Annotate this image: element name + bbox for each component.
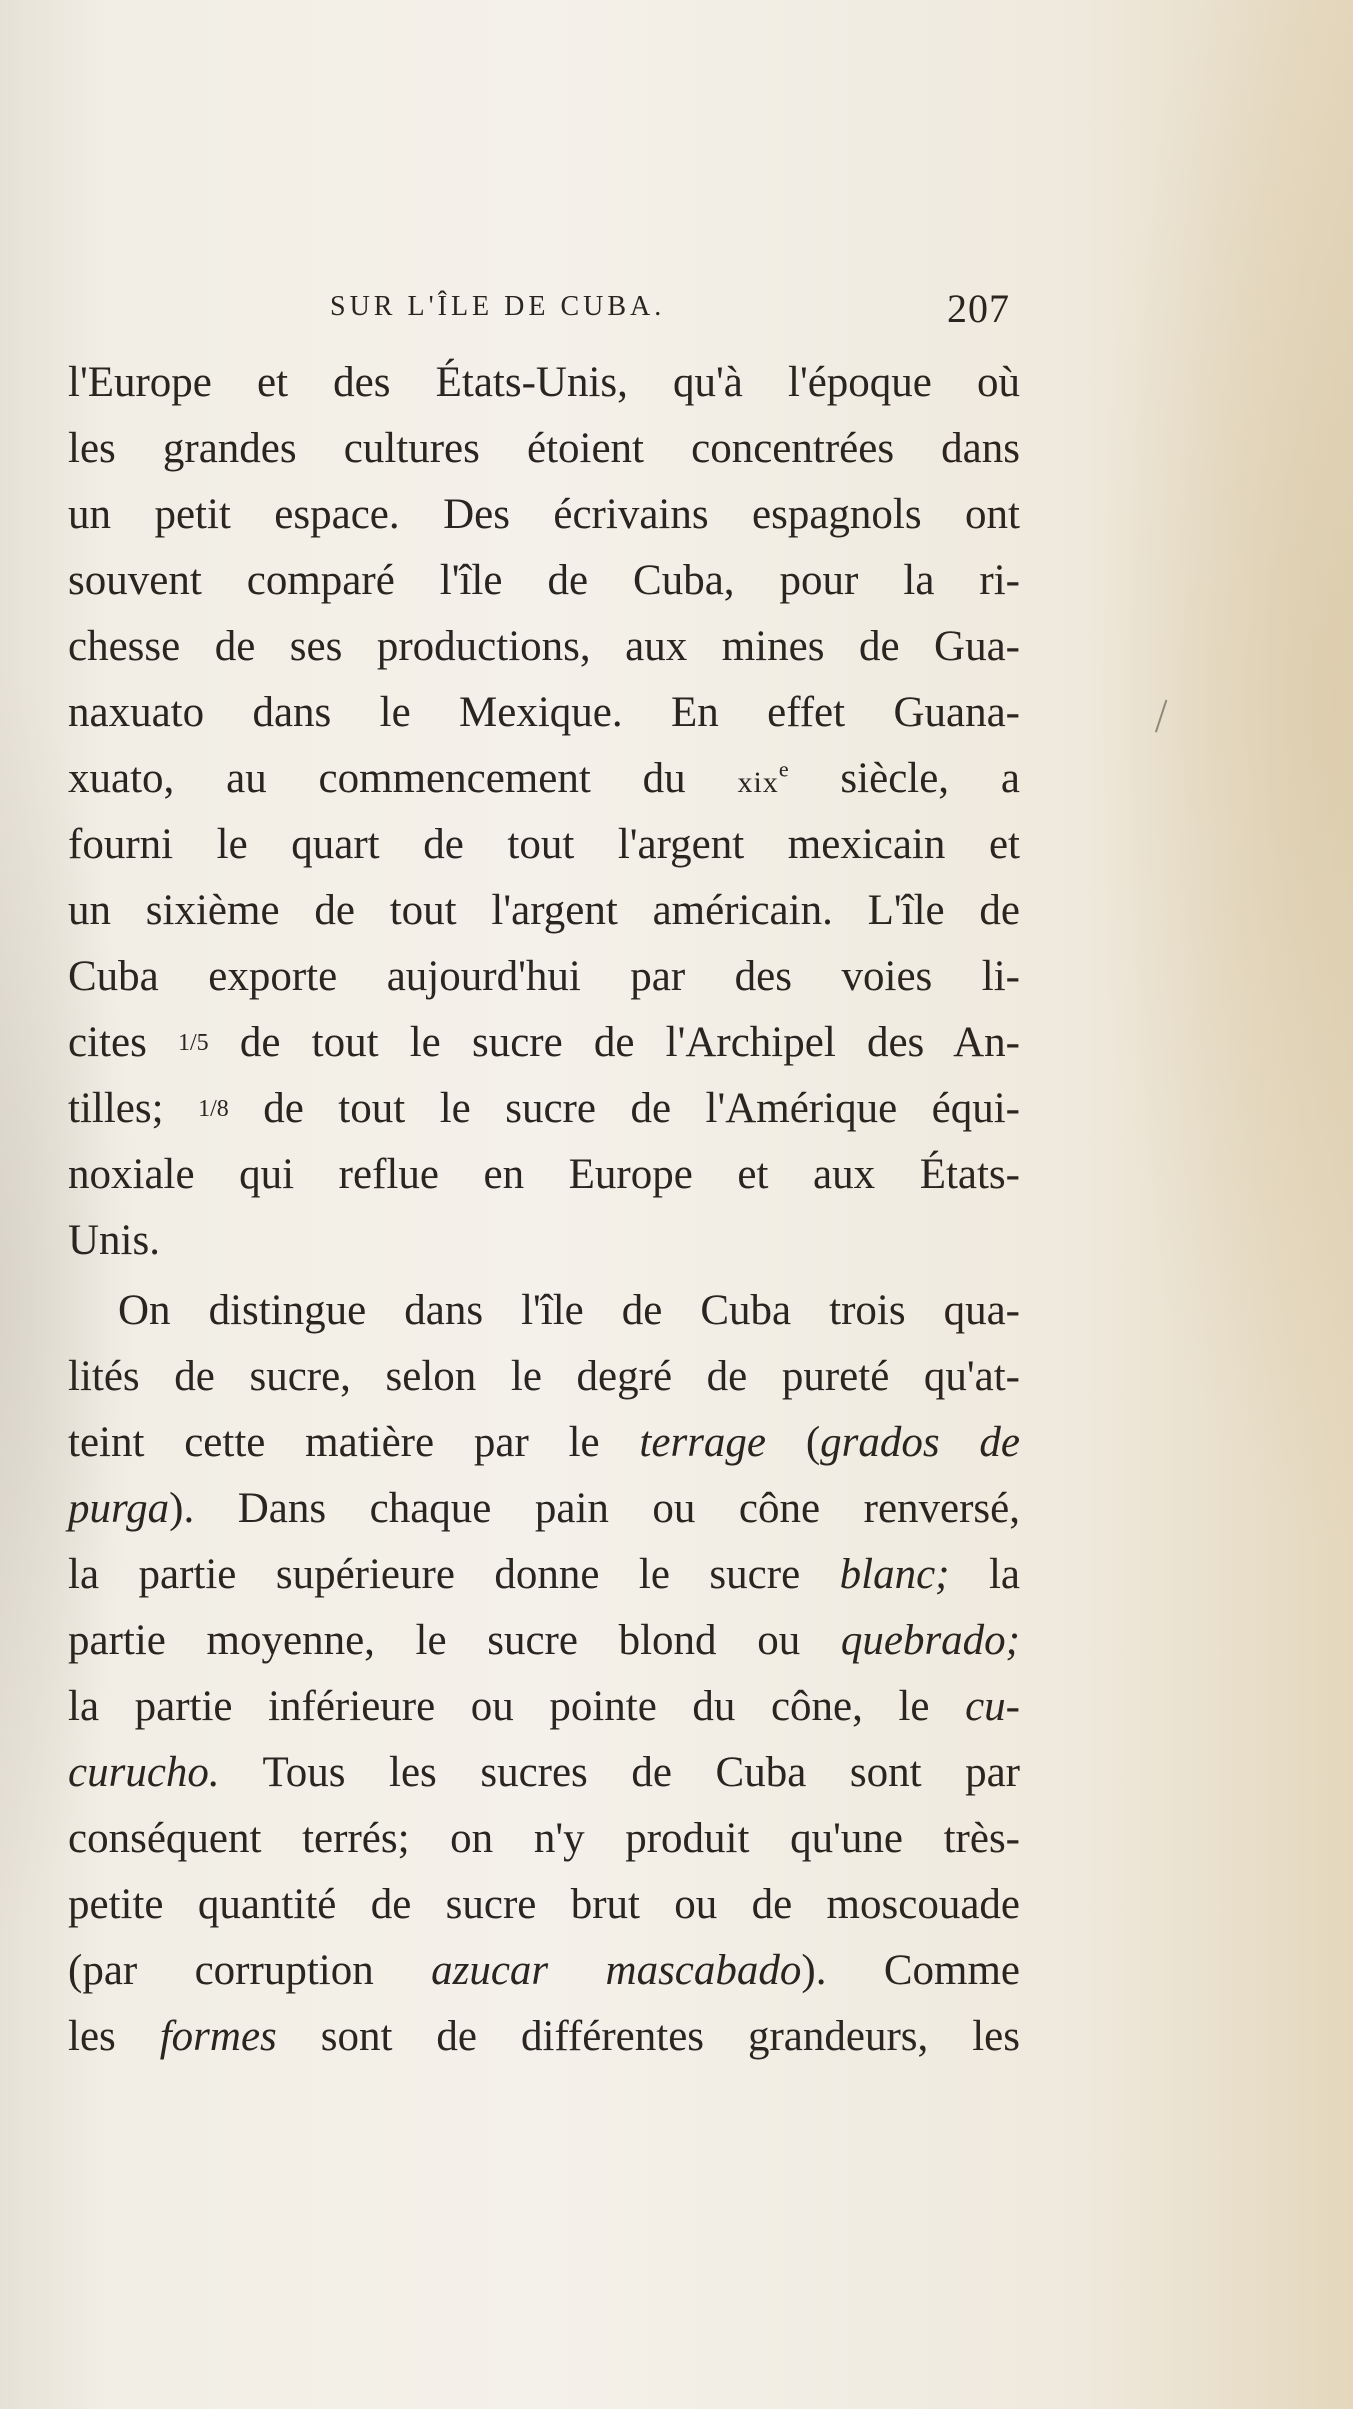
text-line: (par corruption azucar mascabado). Comme — [68, 1947, 1020, 1994]
century-numeral: xix — [737, 766, 779, 799]
text-line: conséquent terrés; on n'y produit qu'une très- — [68, 1815, 1020, 1862]
text-line: Cuba exporte aujourd'hui par des voies li- — [68, 953, 1020, 1000]
text-line: lités de sucre, selon le degré de pureté qu'at- — [68, 1353, 1020, 1400]
page-header — [330, 285, 1050, 335]
text-line: purga). Dans chaque pain ou cône renversé, — [68, 1485, 1020, 1532]
text-line: noxiale qui reflue en Europe et aux États- — [68, 1151, 1020, 1198]
text-line: la partie supérieure donne le sucre blanc; la — [68, 1551, 1020, 1598]
text-line: teint cette matière par le terrage (grados de — [68, 1419, 1020, 1466]
fraction: 1/8 — [198, 1096, 229, 1122]
text-line: naxuato dans le Mexique. En effet Guana- — [68, 689, 1020, 736]
running-title: SUR L'ÎLE DE CUBA. — [330, 291, 666, 322]
text-line: curucho. Tous les sucres de Cuba sont par — [68, 1749, 1020, 1796]
body-text — [68, 350, 1020, 2070]
page-number: 207 — [947, 286, 1010, 331]
text-line: les formes sont de différentes grandeurs, les — [68, 2013, 1020, 2060]
superscript-e: e — [778, 756, 789, 782]
text-line: chesse de ses productions, aux mines de Gua- — [68, 623, 1020, 670]
text-line: un petit espace. Des écrivains espagnols ont — [68, 491, 1020, 538]
text-line: cites 1/5 de tout le sucre de l'Archipel des An- — [68, 1019, 1020, 1066]
text-line: l'Europe et des États-Unis, qu'à l'époque où — [68, 359, 1020, 406]
text-line: tilles; 1/8 de tout le sucre de l'Amérique équi- — [68, 1085, 1020, 1132]
text-line: souvent comparé l'île de Cuba, pour la ri- — [68, 557, 1020, 604]
text-line: un sixième de tout l'argent américain. L'île de — [68, 887, 1020, 934]
text-line: partie moyenne, le sucre blond ou quebrado; — [68, 1617, 1020, 1664]
fraction: 1/5 — [178, 1030, 209, 1056]
ink-mark — [1155, 700, 1173, 735]
text-line: On distingue dans l'île de Cuba trois qua- — [118, 1287, 1020, 1334]
text-line: fourni le quart de tout l'argent mexicain et — [68, 821, 1020, 868]
text-line: la partie inférieure ou pointe du cône, le cu- — [68, 1683, 1020, 1730]
text-line: xuato, au commencement du xix$^e$ siècle, a — [68, 755, 1020, 802]
text-line: Unis. — [68, 1217, 160, 1264]
text-line: les grandes cultures étoient concentrées dans — [68, 425, 1020, 472]
text-line: petite quantité de sucre brut ou de moscouade — [68, 1881, 1020, 1928]
